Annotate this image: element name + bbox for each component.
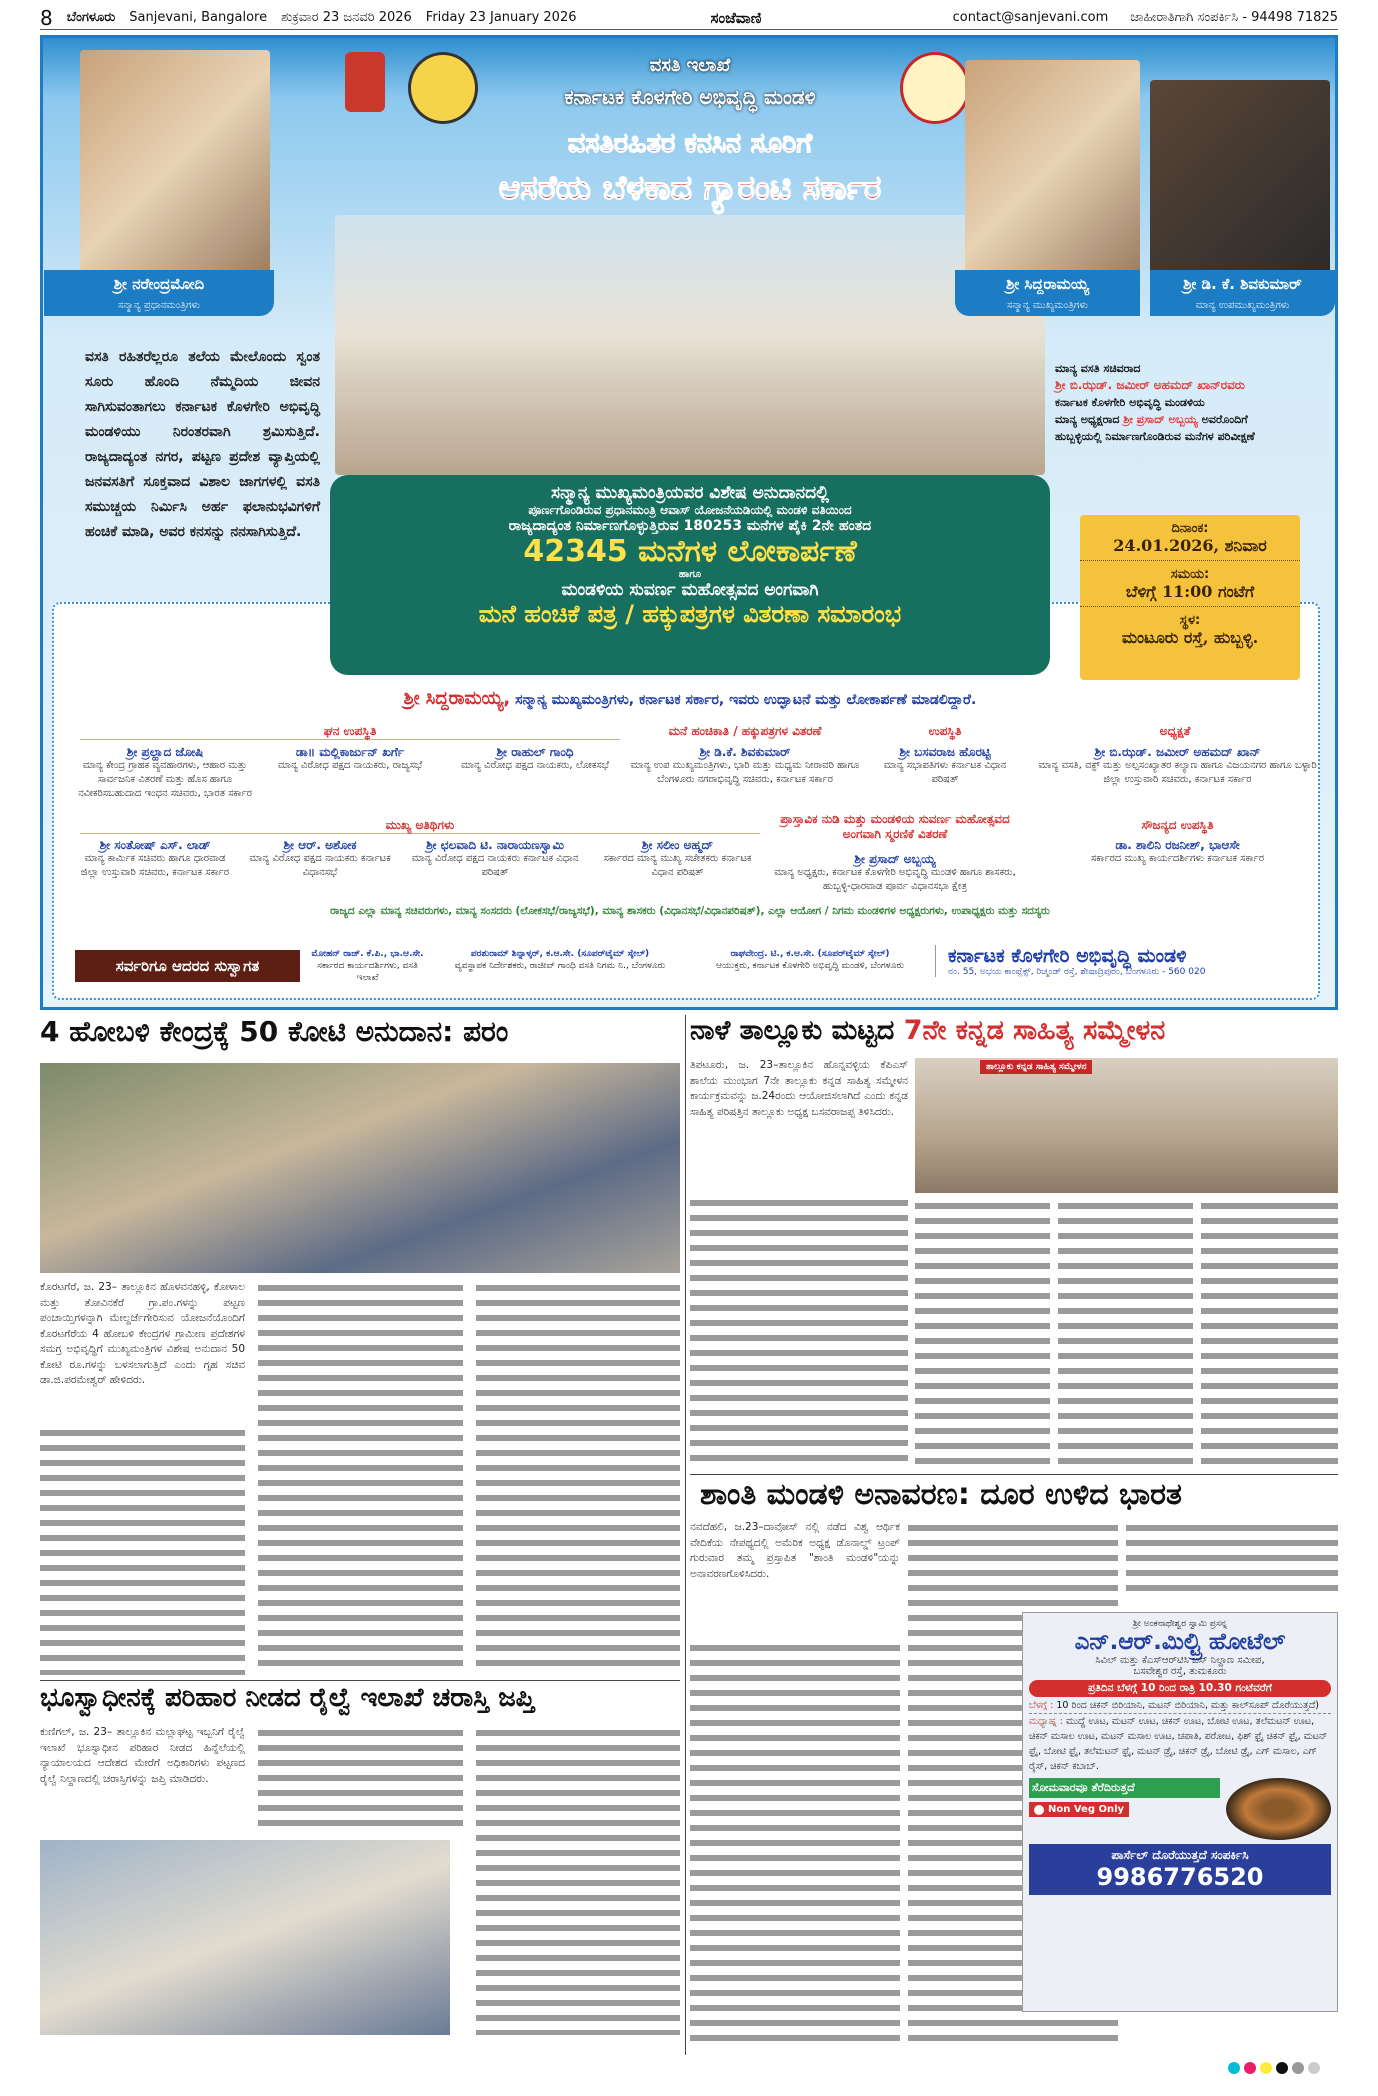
ad-department: ವಸತಿ ಇಲಾಖೆ [649,55,731,76]
guest-card: ಶ್ರೀ ಪ್ರಲ್ಹಾದ ಜೋಷಿ ಮಾನ್ಯ ಕೇಂದ್ರ ಗ್ರಾಹಕ ವ್ಯವಹಾರಗಳು, ಆಹಾರ ಮತ್ತು ಸಾರ್ವಜನಿಕ ವಿತರಣೆ ಮತ್ತು ಹೊಸ ಹಾಗೂ ನವೀಕರಿಸಬಹುದಾದ ಇಂಧನ ಸಚಿವರು, ಭಾರತ ಸರ್ಕಾರ [78,745,252,799]
column-divider [685,1015,686,2055]
siddaramaiah-namebar: ಶ್ರೀ ಸಿದ್ದರಾಮಯ್ಯ ಸನ್ಮಾನ್ಯ ಮುಖ್ಯಮಂತ್ರಿಗಳು [955,270,1140,316]
article-body: ತಿಪಟೂರು, ಜ. 23–ತಾಲ್ಲೂಕಿನ ಹೊನ್ನವಳ್ಳಿಯ ಕೆಪಿಎಸ್ ಶಾಲೆಯ ಮುಂಭಾಗ 7ನೇ ತಾಲ್ಲೂಕು ಕನ್ನಡ ಸಾಹಿತ್ಯ ಸಮ್ಮೇಳನ ಕಾರ್ಯಕ್ರಮವನ್ನು ಜ.24ರಂದು ಆಯೋಜಿಸಲಾಗಿದೆ ಎಂದು ಕನ್ನಡ ಸಾಹಿತ್ಯ ಪರಿಷತ್ತಿನ ತಾಲ್ಲೂಕು ಅಧ್ಯಕ್ಷ ಬಸವರಾಜಪ್ಪ ತಿಳಿಸಿದರು. [690,1059,908,1118]
article-headline: ಶಾಂತಿ ಮಂಡಳಿ ಅನಾವರಣ: ದೂರ ಉಳಿದ ಭಾರತ [700,1477,1182,1512]
page-number: 8 [40,5,53,30]
non-veg-dot-icon [1034,1805,1044,1815]
hotel-address: ಸಿವಿಲ್ ಮತ್ತು ಕೆಎಸ್ಆರ್‌ಟಿಸಿ ಬಸ್ ನಿಲ್ದಾಣ ಸಮೀಪ, [1095,1655,1265,1666]
section-distribution: ಮನೆ ಹಂಚಿಕಾತಿ / ಹಕ್ಕುಪತ್ರಗಳ ವಿತರಣೆ [668,724,822,738]
section-presidency: ಅಧ್ಯಕ್ಷತೆ [1159,724,1191,738]
article-body-text-lines [258,1725,463,1835]
board-footer: ಕರ್ನಾಟಕ ಕೊಳಗೇರಿ ಅಭಿವೃದ್ಧಿ ಮಂಡಳಿ ನಂ. 55, ಅಭಯ ಕಾಂಪ್ಲೆಕ್ಸ್, ರಿಚ್ಮಂಡ್ ರಸ್ತೆ, ಶೇಷಾದ್ರಿಪುರಂ, ಬೆಂಗಳೂರು - 560 020 [935,945,1320,977]
hotel-name: ಎನ್.ಆರ್.ಮಿಲ್ಟ್ರಿ ಹೋಟೆಲ್ [1074,1629,1286,1655]
ad-tagline-1: ವಸತಿರಹಿತರ ಕನಸಿನ ಸೂರಿಗೆ [567,128,813,159]
shivakumar-namebar: ಶ್ರೀ ಡಿ. ಕೆ. ಶಿವಕುಮಾರ್ ಮಾನ್ಯ ಉಪಮುಖ್ಯಮಂತ್ರಿಗಳು [1150,270,1335,316]
minister-inspection-note: ಮಾನ್ಯ ವಸತಿ ಸಚಿವರಾದ ಶ್ರೀ ಬಿ.ಝಡ್. ಜಮೀರ್ ಅಹಮದ್ ಖಾನ್‌ರವರು ಕರ್ನಾಟಕ ಕೊಳಗೇರಿ ಅಭಿವೃದ್ಧಿ ಮಂಡಳಿಯ ಮಾನ್ಯ ಅಧ್ಯಕ್ಷರಾದ ಶ್ರೀ ಪ್ರಸಾದ್ ಅಬ್ಬಯ್ಯ ಅವರೊಂದಿಗೆ ಹುಬ್ಬಳ್ಳಿಯಲ್ಲಿ ನಿರ್ಮಾಣಗೊಂಡಿರುವ ಮನೆಗಳ ಪರಿವೀಕ್ಷಣೆ [1055,362,1255,443]
official-card: ಮೋಹನ್ ರಾಜ್. ಕೆ.ಪಿ., ಭಾ.ಆ.ಸೇ. ಸರ್ಕಾರದ ಕಾರ್ಯದರ್ಶಿಗಳು, ವಸತಿ ಇಲಾಖೆ [311,949,424,983]
karnataka-seal-icon [408,52,478,124]
masthead-logo: ಸಂಜೆವಾಣಿ [710,8,762,27]
article-body-text-lines [1201,1198,1338,1470]
guest-card: ಶ್ರೀ ಬಸವರಾಜ ಹೊರಟ್ಟಿ ಮಾನ್ಯ ಸಭಾಪತಿಗಳು ಕರ್ನಾಟಕ ವಿಧಾನ ಪರಿಷತ್ [883,745,1007,785]
official-card: ಪರಶುರಾಮ್ ಶಿನ್ನಾಳ್ಕರ್, ಕ.ಆ.ಸೇ. (ಸೂಪರ್‌ಟೈಮ್ ಸ್ಕೇಲ್) ವ್ಯವಸ್ಥಾಪಕ ನಿರ್ದೇಶಕರು, ರಾಜೀವ್ ಗಾಂಧಿ ವಸತಿ ನಿಗಮ ನಿ., ಬೆಂಗಳೂರು [454,949,666,971]
guest-card: ಡಾ॥ ಮಲ್ಲಿಕಾರ್ಜುನ್ ಖರ್ಗೆ ಮಾನ್ಯ ವಿರೋಧ ಪಕ್ಷದ ನಾಯಕರು, ರಾಜ್ಯಸಭೆ [277,745,423,771]
article-photo-office [40,1840,450,2035]
guest-card: ಶ್ರೀ ಸಲೀಂ ಅಹ್ಮದ್ ಸರ್ಕಾರದ ಮಾನ್ಯ ಮುಖ್ಯ ಸಚೇತಕರು ಕರ್ನಾಟಕ ವಿಧಾನ ಪರಿಷತ್ [603,838,752,878]
section-intro-speech: ಪ್ರಾಸ್ತಾವಿಕ ನುಡಿ ಮತ್ತು ಮಂಡಳಿಯ ಸುವರ್ಣ ಮಹೋತ್ಸವದ ಅಂಗವಾಗಿ ಸ್ಮರಣಿಕೆ ವಿತರಣೆ [780,812,1010,841]
official-card: ರಾಘವೇಂದ್ರ. ಟಿ., ಕ.ಆ.ಸೇ. (ಸೂಪರ್‌ಟೈಮ್ ಸ್ಕೇಲ್) ಆಯುಕ್ತರು, ಕರ್ನಾಟಕ ಕೊಳಗೇರಿ ಅಭಿವೃದ್ಧಿ ಮಂಡಳಿ, ಬೆಂಗಳೂರು [715,949,905,971]
article-body-text-lines [476,1725,680,2035]
modi-namebar: ಶ್ರೀ ನರೇಂದ್ರಮೋದಿ ಸನ್ಮಾನ್ಯ ಪ್ರಧಾನಮಂತ್ರಿಗಳು [44,270,274,316]
article-body: ನವದೆಹಲಿ, ಜ.23–ದಾವೋಸ್ ನಲ್ಲಿ ನಡೆದ ವಿಶ್ವ ಆರ್ಥಿಕ ವೇದಿಕೆಯ ನೇಪಥ್ಯದಲ್ಲಿ ಅಮೆರಿಕ ಅಧ್ಯಕ್ಷ ಡೊನಾಲ್ಡ್ ಟ್ರಂಪ್ ಗುರುವಾರ ತಮ್ಮ ಪ್ರಸ್ತಾಪಿತ "ಶಾಂತಿ ಮಂಡಳಿ"ಯನ್ನು ಅನಾವರಣಗೊಳಿಸಿದರು. [690,1521,900,1580]
guest-card: ಡಾ. ಶಾಲಿನಿ ರಜನೀಶ್, ಭಾಆಸೇ ಸರ್ಕಾರದ ಮುಖ್ಯ ಕಾರ್ಯದರ್ಶಿಗಳು ಕರ್ನಾಟಕ ಸರ್ಕಾರ [1090,838,1264,864]
ad-intro-text: ವಸತಿ ರಹಿತರೆಲ್ಲರೂ ತಲೆಯ ಮೇಲೊಂದು ಸ್ವಂತ ಸೂರು ಹೊಂದಿ ನೆಮ್ಮದಿಯ ಜೀವನ ಸಾಗಿಸುವಂತಾಗಲು ಕರ್ನಾಟಕ ಕೊಳಗೇರಿ ಅಭಿವೃದ್ಧಿ ಮಂಡಳಿಯು ನಿರಂತರವಾಗಿ ಶ್ರಮಿಸುತ್ತಿದೆ. ರಾಜ್ಯದಾದ್ಯಂತ ನಗರ, ಪಟ್ಟಣ ಪ್ರದೇಶ ವ್ಯಾಪ್ತಿಯಲ್ಲಿ ಜನವಸತಿಗೆ ಸೂಕ್ತವಾದ ವಿಶಾಲ ಜಾಗಗಳಲ್ಲಿ ವಸತಿ ಸಮುಚ್ಚಯ ನಿರ್ಮಿಸಿ ಅರ್ಹ ಫಲಾನುಭವಿಗಳಿಗೆ ಹಂಚಿಕೆ ಮಾಡಿ, ಅವರ ಕನಸನ್ನು ನನಸಾಗಿಸುತ್ತಿದೆ. [85,349,320,540]
ad-board-name: ಕರ್ನಾಟಕ ಕೊಳಗೇರಿ ಅಭಿವೃದ್ಧಿ ಮಂಡಳಿ [564,85,816,109]
divider [40,1680,680,1681]
color-registration-marks [1228,2062,1320,2074]
article-body-text-lines [690,1640,900,2050]
article-body-text-lines [690,1195,908,1470]
hotel-hours: ಪ್ರತಿದಿನ ಬೆಳಗ್ಗೆ 10 ರಿಂದ ರಾತ್ರಿ 10.30 ಗಂಟೆವರೆಗೆ [1029,1680,1331,1697]
section-chief-guests: ಮುಖ್ಯ ಅತಿಥಿಗಳು [80,818,760,834]
article-body-text-lines [476,1280,680,1675]
article-headline: ಭೂಸ್ವಾಧೀನಕ್ಕೆ ಪರಿಹಾರ ನೀಡದ ರೈಲ್ವೆ ಇಲಾಖೆ ಚರಾಸ್ತಿ ಜಪ್ತಿ [40,1683,535,1713]
guest-card: ಶ್ರೀ ಸಂತೋಷ್ ಎಸ್. ಲಾಡ್ ಮಾನ್ಯ ಕಾರ್ಮಿಕ ಸಚಿವರು ಹಾಗೂ ಧಾರವಾಡ ಜಿಲ್ಲಾ ಉಸ್ತುವಾರಿ ಸಚಿವರು, ಕರ್ನಾಟಕ ಸರ್ಕಾರ [80,838,230,878]
page-header [40,6,1338,30]
guest-card: ಶ್ರೀ ಛಲವಾದಿ ಟಿ. ನಾರಾಯಣಸ್ವಾಮಿ ಮಾನ್ಯ ವಿರೋಧ ಪಕ್ಷದ ನಾಯಕರು ಕರ್ನಾಟಕ ವಿಧಾನ ಪರಿಷತ್ [411,838,579,878]
kscdb-logo-icon [900,52,970,124]
shivakumar-photo [1150,80,1330,275]
divider [690,1474,1338,1475]
open-monday-badge: ಸೋಮವಾರವೂ ತೆರೆದಿರುತ್ತದೆ [1029,1778,1220,1798]
article-body-text-lines [915,1198,1050,1470]
article-photo-meeting [915,1058,1338,1193]
section-courtesy: ಸೌಜನ್ಯದ ಉಪಸ್ಥಿತಿ [1141,818,1214,832]
ad-blessing: ಶ್ರೀ ಅಂಕನಾಥೇಶ್ವರ ಸ್ವಾಮಿ ಪ್ರಸನ್ನ [1132,1619,1228,1629]
date-en: Friday 23 January 2026 [425,10,577,25]
event-date-box: ದಿನಾಂಕ: 24.01.2026, ಶನಿವಾರ ಸಮಯ: ಬೆಳಿಗ್ಗೆ 11:00 ಗಂಟೆಗೆ ಸ್ಥಳ: ಮಂಟೂರು ರಸ್ತೆ, ಹುಬ್ಬಳ್ಳಿ. [1080,515,1300,680]
city: ಬೆಂಗಳೂರು [66,10,116,25]
guest-card: ಶ್ರೀ ಡಿ.ಕೆ. ಶಿವಕುಮಾರ್ ಮಾನ್ಯ ಉಪ ಮುಖ್ಯಮಂತ್ರಿಗಳು, ಭಾರಿ ಮತ್ತು ಮಧ್ಯಮ ನೀರಾವರಿ ಹಾಗೂ ಬೆಂಗಳೂರು ನಗರಾಭಿವೃದ್ಧಿ ಸಚಿವರು, ಕರ್ನಾಟಕ ಸರ್ಕಾರ [630,745,860,785]
photo-banner-text: ತಾಲ್ಲೂಕು ಕನ್ನಡ ಸಾಹಿತ್ಯ ಸಮ್ಮೇಳನ [980,1060,1092,1074]
section-special-presence: ಘನ ಉಪಸ್ಥಿತಿ [80,724,620,740]
siddaramaiah-photo [965,60,1140,275]
article-photo-ribbon-cutting [40,1063,680,1273]
article-body: ಕೊರಟಗೆರೆ, ಜ. 23– ತಾಲ್ಲೂಕಿನ ಹೊಳವನಹಳ್ಳಿ, ಕೋಳಾಲ ಮತ್ತು ತೋವಿನಕೆರೆ ಗ್ರಾ.ಪಂ.ಗಳನ್ನು ಪಟ್ಟಣ ಪಂಚಾಯ್ತಿಗಳನ್ನಾಗಿ ಮೇಲ್ದರ್ಜೆಗೇರಿಸುವ ಯೋಜನೆಯೊಂದಿಗೆ ಕೊರಟಗೆರೆಯ 4 ಹೋಬಳಿ ಕೇಂದ್ರಗಳ ಗ್ರಾಮೀಣ ಪ್ರದೇಶಗಳ ಸಮಗ್ರ ಅಭಿವೃದ್ಧಿಗೆ ಮುಖ್ಯಮಂತ್ರಿಗಳ ವಿಶೇಷ ಅನುದಾನ 50 ಕೋಟಿ ರೂ.ಗಳನ್ನು ಬಳಸಲಾಗುತ್ತಿದೆ ಎಂದು ಗೃಹ ಸಚಿವ ಡಾ.ಜಿ.ಪರಮೇಶ್ವರ್ ಹೇಳಿದರು. [40,1281,245,1386]
modi-photo [80,50,270,275]
guest-card: ಶ್ರೀ ಆರ್. ಅಶೋಕ ಮಾನ್ಯ ವಿರೋಧ ಪಕ್ಷದ ನಾಯಕರು ಕರ್ನಾಟಕ ವಿಧಾನಸಭೆ [249,838,391,878]
article-body-text-lines [1126,1520,1338,1600]
parcel-text: ಪಾರ್ಸೆಲ್ ದೊರೆಯುತ್ತದೆ ಸಂಪರ್ಕಿಸಿ [1111,1848,1249,1862]
section-presence: ಉಪಸ್ಥಿತಿ [928,724,962,738]
housing-complex-photo [335,215,1045,475]
article-body-text-lines [258,1280,463,1675]
edition: Sanjevani, Bangalore [129,10,268,25]
article-body: ಕುಣಿಗಲ್, ಜ. 23– ತಾಲ್ಲೂಕಿನ ಮಲ್ಲಾಘಟ್ಟ ಇಬ್ಬನಿಗೆ ರೈಲ್ವೆ ಇಲಾಖೆ ಭೂಸ್ವಾಧೀನ ಪರಿಹಾರ ನೀಡದ ಹಿನ್ನೆಲೆಯಲ್ಲಿ ನ್ಯಾಯಾಲಯದ ಆದೇಶದ ಮೇರೆಗೆ ಅಧಿಕಾರಿಗಳು ಪಟ್ಟಣದ ರೈಲ್ವೆ ನಿಲ್ದಾಣದಲ್ಲಿ ಚರಾಸ್ತಿಗಳನ್ನು ಜಪ್ತಿ ಮಾಡಿದರು. [40,1726,245,1785]
all-invited-line: ರಾಜ್ಯದ ಎಲ್ಲಾ ಮಾನ್ಯ ಸಚಿವರುಗಳು, ಮಾನ್ಯ ಸಂಸದರು (ಲೋಕಸಭೆ/ರಾಜ್ಯಸಭೆ), ಮಾನ್ಯ ಶಾಸಕರು (ವಿಧಾನಸಭೆ/ವಿಧಾನಪರಿಷತ್), ಎಲ್ಲಾ ಆಯೋಗ / ನಿಗಮ ಮಂಡಳಿಗಳ ಅಧ್ಯಕ್ಷರುಗಳು, ಉಪಾಧ್ಯಕ್ಷರು ಮತ್ತು ಸದಸ್ಯರು [330,905,1050,917]
article-body-text-lines [1022,1520,1118,1600]
hotel-phone[interactable]: 9986776520 [1096,1863,1264,1891]
guest-card: ಶ್ರೀ ರಾಹುಲ್ ಗಾಂಧಿ ಮಾನ್ಯ ವಿರೋಧ ಪಕ್ಷದ ನಾಯಕರು, ಲೋಕಸಭೆ [461,745,609,771]
hotel-advertisement: ಶ್ರೀ ಅಂಕನಾಥೇಶ್ವರ ಸ್ವಾಮಿ ಪ್ರಸನ್ನ ಎನ್.ಆರ್.ಮಿಲ್ಟ್ರಿ ಹೋಟೆಲ್ ಸಿವಿಲ್ ಮತ್ತು ಕೆಎಸ್ಆರ್‌ಟಿಸಿ ಬಸ್ ನಿಲ್ದಾಣ ಸಮೀಪ, ಬಸವೇಶ್ವರ ರಸ್ತೆ, ತುಮಕೂರು ಪ್ರತಿದಿನ ಬೆಳಗ್ಗೆ 10 ರಿಂದ ರಾತ್ರಿ 10.30 ಗಂಟೆವರೆಗೆ ಬೆಳಗ್ಗೆ : 10 ರಿಂದ ಚಿಕನ್ ಬಿರಿಯಾನಿ, ಮಟನ್ ಬಿರಿಯಾನಿ, ಮತ್ತು ಕಾಲ್‌ಸೂಪ್ ದೊರೆಯುತ್ತದೆ) ಮಧ್ಯಾಹ್ನ : ಮುದ್ದೆ ಊಟ, ಮಟನ್ ಊಟ, ಚಿಕನ್ ಊಟ, ಬೋಟಿ ಊಟ, ತಲೆಮಟನ್ ಊಟ, ಚಿಕನ್ ಮಸಾಲ ಊಟ, ಮಟನ್ ಮಸಾಲ ಊಟ, ಚಪಾತಿ, ಪರೋಟ, ಫಿಶ್ ಫ್ರೈ ಚಿಕನ್ ಫ್ರೈ, ಮಟನ್ ಫ್ರೈ, ಬೋಟಿ ಫ್ರೈ, ತಲೆಮಟನ್ ಫ್ರೈ, ಮಟನ್ ಡ್ರೈ, ಚಿಕನ್ ಡ್ರೈ, ಬೋಟಿ ಡ್ರೈ, ಎಗ್ ಮಸಾಲ, ಎಗ್ ರೈಸ್, ಚಿಕನ್ ಕಬಾಬ್. ಸೋಮವಾರವೂ ತೆರೆದಿರುತ್ತದೆ Non Veg Only ಪಾರ್ಸೆಲ್ ದೊರೆಯುತ್ತದೆ ಸಂಪರ್ಕಿಸಿ 9986776520 [1022,1612,1338,2012]
ad-tagline-2: ಆಸರೆಯ ಬೆಳಕಾದ ಗ್ಯಾರಂಟಿ ಸರ್ಕಾರ [498,168,882,207]
ad-contact: ಜಾಹೀರಾತಿಗಾಗಿ ಸಂಪರ್ಕಿಸಿ - 94498 71825 [1130,10,1338,25]
article-body-text-lines [1058,1198,1193,1470]
non-veg-badge: Non Veg Only [1029,1802,1129,1817]
food-plate-image [1226,1778,1331,1840]
guest-card: ಶ್ರೀ ಬಿ.ಝಡ್. ಜಮೀರ್ ಅಹಮದ್ ಖಾನ್ ಮಾನ್ಯ ವಸತಿ, ವಕ್ಫ್ ಮತ್ತು ಅಲ್ಪಸಂಖ್ಯಾತರ ಕಲ್ಯಾಣ ಹಾಗೂ ವಿಜಯನಗರ ಹಾಗೂ ಬಳ್ಳಾರಿ ಜಿಲ್ಲಾ ಉಸ್ತುವಾರಿ ಸಚಿವರು, ಕರ್ನಾಟಕ ಸರ್ಕಾರ [1038,745,1317,785]
event-announcement-box: ಸನ್ಮಾನ್ಯ ಮುಖ್ಯಮಂತ್ರಿಯವರ ವಿಶೇಷ ಅನುದಾನದಲ್ಲಿ ಪೂರ್ಣಗೊಂಡಿರುವ ಪ್ರಧಾನಮಂತ್ರಿ ಆವಾಸ್ ಯೋಜನೆಯಡಿಯಲ್ಲಿ ಮಂಡಳಿ ವತಿಯಿಂದ ರಾಜ್ಯದಾದ್ಯಂತ ನಿರ್ಮಾಣಗೊಳ್ಳುತ್ತಿರುವ 180253 ಮನೆಗಳ ಪೈಕಿ 2ನೇ ಹಂತದ 42345 ಮನೆಗಳ ಲೋಕಾರ್ಪಣೆ ಹಾಗೂ ಮಂಡಳಿಯ ಸುವರ್ಣ ಮಹೋತ್ಸವದ ಅಂಗವಾಗಿ ಮನೆ ಹಂಚಿಕೆ ಪತ್ರ / ಹಕ್ಕುಪತ್ರಗಳ ವಿತರಣಾ ಸಮಾರಂಭ [330,475,1050,675]
hotel-address: ಬಸವೇಶ್ವರ ರಸ್ತೆ, ತುಮಕೂರು [1133,1666,1227,1677]
emblem-of-india-icon [345,52,385,112]
welcome-banner: ಸರ್ವರಿಗೂ ಆದರದ ಸುಸ್ವಾಗತ [75,950,300,982]
date-kn: ಶುಕ್ರವಾರ 23 ಜನವರಿ 2026 [281,10,412,25]
article-body-text-lines [40,1425,245,1675]
inauguration-line: ಶ್ರೀ ಸಿದ್ದರಾಮಯ್ಯ, ಸನ್ಮಾನ್ಯ ಮುಖ್ಯಮಂತ್ರಿಗಳು, ಕರ್ನಾಟಕ ಸರ್ಕಾರ, ಇವರು ಉದ್ಘಾಟನೆ ಮತ್ತು ಲೋಕಾರ್ಪಣೆ ಮಾಡಲಿದ್ದಾರೆ. [403,688,977,709]
guest-card: ಶ್ರೀ ಪ್ರಸಾದ್ ಅಬ್ಬಯ್ಯ ಮಾನ್ಯ ಅಧ್ಯಕ್ಷರು, ಕರ್ನಾಟಕ ಕೊಳಗೇರಿ ಅಭಿವೃದ್ಧಿ ಮಂಡಳಿ ಹಾಗೂ ಶಾಸಕರು, ಹುಬ್ಬಳ್ಳಿ-ಧಾರವಾಡ ಪೂರ್ವ ವಿಧಾನಸಭಾ ಕ್ಷೇತ್ರ [774,852,1016,892]
email-link[interactable]: contact@sanjevani.com [952,10,1109,25]
article-headline: 4 ಹೋಬಳಿ ಕೇಂದ್ರಕ್ಕೆ 50 ಕೋಟಿ ಅನುದಾನ: ಪರಂ [40,1015,509,1048]
article-headline: ನಾಳೆ ತಾಲ್ಲೂಕು ಮಟ್ಟದ 7ನೇ ಕನ್ನಡ ಸಾಹಿತ್ಯ ಸಮ್ಮೇಳನ [690,1015,1166,1046]
